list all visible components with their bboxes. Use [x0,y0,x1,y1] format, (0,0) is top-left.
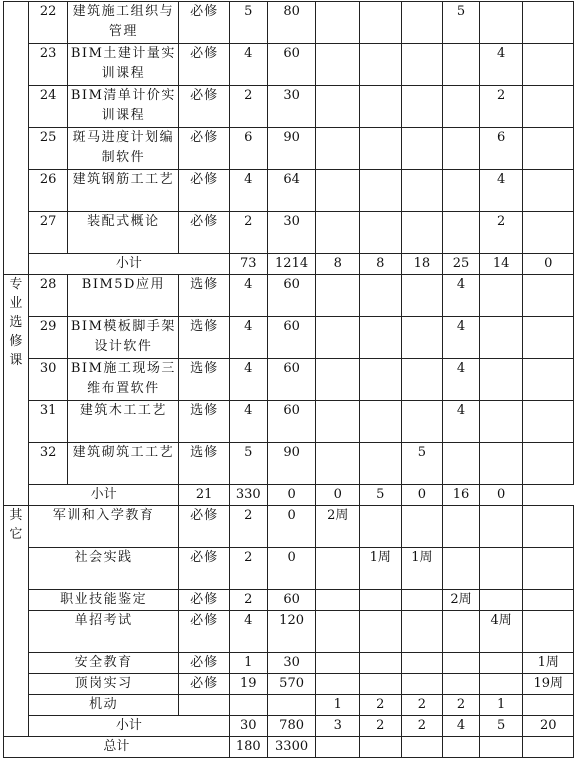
course-row [4,170,574,212]
semester-2 [360,401,402,443]
course-number: 26 [28,170,68,212]
flex-label: 机动 [28,695,179,716]
semester-1 [316,611,360,653]
semester-2 [360,2,402,44]
subtotal-row [4,485,574,506]
semester-3 [401,170,443,212]
course-credits: 4 [229,359,267,401]
course-row [4,401,574,443]
semester-1 [316,275,360,317]
semester-5 [479,359,523,401]
course-type: 选修 [179,275,229,317]
semester-5 [479,590,523,611]
course-hours: 0 [267,506,316,548]
semester-2 [360,611,402,653]
course-row [4,506,574,548]
semester-5: 4 [479,44,523,86]
course-name: 斑马进度计划编制软件 [68,128,179,170]
course-row [4,653,574,674]
semester-2 [360,674,402,695]
course-number: 23 [28,44,68,86]
semester-5 [479,401,523,443]
semester-2 [360,653,402,674]
semester-2: 0 [316,485,360,506]
subtotal-credits: 73 [229,254,267,275]
semester-6 [523,737,574,758]
semester-3 [401,506,443,548]
semester-5 [479,317,523,359]
course-type: 选修 [179,359,229,401]
semester-6 [523,275,574,317]
semester-6: 20 [523,716,574,737]
semester-6 [523,401,574,443]
semester-3 [401,359,443,401]
flex-type [179,695,229,716]
semester-3 [401,611,443,653]
semester-5 [479,737,523,758]
subtotal-hours: 1214 [267,254,316,275]
flex-hours [267,695,316,716]
course-name: BIM土建计量实训课程 [68,44,179,86]
course-number: 32 [28,443,68,485]
semester-1 [316,128,360,170]
semester-2 [360,275,402,317]
semester-4: 25 [443,254,480,275]
semester-5: 2 [479,86,523,128]
semester-6 [523,506,574,548]
semester-4: 4 [443,716,480,737]
semester-4 [443,443,480,485]
curriculum-table [3,1,574,758]
course-row [4,275,574,317]
total-label: 总计 [4,737,230,758]
course-hours: 60 [267,590,316,611]
course-hours: 30 [267,653,316,674]
course-credits: 5 [229,443,267,485]
course-number: 27 [28,212,68,254]
course-row [4,212,574,254]
course-number: 29 [28,317,68,359]
semester-5 [479,275,523,317]
course-number: 22 [28,2,68,44]
semester-6 [523,44,574,86]
semester-5 [479,2,523,44]
course-name: 建筑钢筋工工艺 [68,170,179,212]
semester-4: 2周 [443,590,480,611]
semester-5: 16 [443,485,480,506]
course-type: 必修 [179,590,229,611]
semester-1 [316,548,360,590]
semester-2 [360,44,402,86]
semester-4: 2 [443,695,480,716]
semester-1 [316,212,360,254]
group-label-other: 其它 [4,506,29,737]
semester-4 [443,86,480,128]
semester-1 [316,590,360,611]
course-name: BIM5D应用 [68,275,179,317]
semester-3 [401,674,443,695]
semester-3 [401,212,443,254]
semester-6 [523,443,574,485]
semester-1: 8 [316,254,360,275]
semester-1 [316,2,360,44]
course-row [4,548,574,590]
semester-3 [401,653,443,674]
course-row [4,44,574,86]
semester-2 [360,212,402,254]
course-name: BIM清单计价实训课程 [68,86,179,128]
course-name: BIM模板脚手架设计软件 [68,317,179,359]
semester-4 [443,44,480,86]
semester-1 [316,674,360,695]
semester-4: 5 [443,2,480,44]
semester-5: 5 [479,716,523,737]
course-credits: 4 [229,170,267,212]
semester-2 [360,86,402,128]
course-type: 必修 [179,128,229,170]
semester-6: 0 [523,254,574,275]
course-name: 顶岗实习 [28,674,179,695]
semester-2 [360,737,402,758]
course-credits: 2 [229,590,267,611]
semester-4: 4 [443,275,480,317]
semester-6 [523,359,574,401]
semester-2: 8 [360,254,402,275]
semester-4 [443,737,480,758]
semester-2 [360,170,402,212]
course-type: 必修 [179,2,229,44]
semester-5 [479,443,523,485]
semester-4: 4 [443,359,480,401]
semester-6 [523,611,574,653]
semester-2: 1周 [360,548,402,590]
flex-row [4,695,574,716]
semester-1 [316,737,360,758]
semester-5: 14 [479,254,523,275]
course-name: 职业技能鉴定 [28,590,179,611]
semester-1 [316,443,360,485]
semester-3 [401,86,443,128]
course-credits: 4 [229,317,267,359]
semester-4 [443,548,480,590]
course-number: 28 [28,275,68,317]
semester-1: 3 [316,716,360,737]
semester-3 [401,2,443,44]
course-type: 必修 [179,611,229,653]
course-credits: 2 [229,548,267,590]
course-name: 建筑砌筑工工艺 [68,443,179,485]
semester-5 [479,653,523,674]
semester-4 [443,170,480,212]
total-row [4,737,574,758]
course-name: 社会实践 [28,548,179,590]
subtotal-hours: 330 [229,485,267,506]
course-hours: 60 [267,359,316,401]
course-row [4,611,574,653]
course-hours: 90 [267,128,316,170]
course-credits: 4 [229,611,267,653]
semester-6: 0 [479,485,523,506]
semester-3: 1周 [401,548,443,590]
course-number: 31 [28,401,68,443]
semester-3: 5 [360,485,402,506]
semester-2 [360,443,402,485]
semester-5: 1 [479,695,523,716]
subtotal-credits: 21 [179,485,229,506]
course-row [4,674,574,695]
semester-5 [479,548,523,590]
subtotal-label: 小计 [28,485,179,506]
semester-4 [443,506,480,548]
semester-4: 0 [401,485,443,506]
flex-credits [229,695,267,716]
total-hours: 3300 [267,737,316,758]
semester-3 [401,737,443,758]
course-credits: 2 [229,212,267,254]
course-row [4,128,574,170]
semester-6 [523,170,574,212]
semester-6 [523,695,574,716]
course-name: 建筑施工组织与管理 [68,2,179,44]
course-row [4,590,574,611]
course-number: 24 [28,86,68,128]
semester-2 [360,317,402,359]
course-row [4,443,574,485]
semester-5 [479,506,523,548]
course-credits: 5 [229,2,267,44]
course-hours: 90 [267,443,316,485]
semester-2: 2 [360,695,402,716]
course-type: 必修 [179,674,229,695]
group-label-elective: 专业选修课 [4,275,29,506]
semester-1 [316,401,360,443]
course-type: 必修 [179,653,229,674]
course-type: 必修 [179,548,229,590]
course-type: 必修 [179,44,229,86]
course-type: 选修 [179,317,229,359]
semester-1 [316,653,360,674]
course-row [4,2,574,44]
course-hours: 80 [267,2,316,44]
semester-4 [443,128,480,170]
course-credits: 6 [229,128,267,170]
semester-1: 1 [316,695,360,716]
semester-6 [523,2,574,44]
semester-5: 2 [479,212,523,254]
semester-3: 18 [401,254,443,275]
semester-2: 2 [360,716,402,737]
subtotal-label: 小计 [28,716,229,737]
semester-3: 2 [401,695,443,716]
semester-1: 0 [267,485,316,506]
semester-6: 19周 [523,674,574,695]
semester-3: 2 [401,716,443,737]
course-hours: 120 [267,611,316,653]
course-hours: 0 [267,548,316,590]
semester-2 [360,506,402,548]
semester-5 [479,674,523,695]
course-name: 安全教育 [28,653,179,674]
semester-6 [523,548,574,590]
course-name: 单招考试 [28,611,179,653]
course-number: 25 [28,128,68,170]
course-credits: 19 [229,674,267,695]
subtotal-label: 小计 [28,254,229,275]
course-hours: 30 [267,86,316,128]
course-hours: 570 [267,674,316,695]
semester-4 [443,212,480,254]
semester-2 [360,359,402,401]
course-type: 选修 [179,401,229,443]
course-credits: 4 [229,401,267,443]
course-row [4,86,574,128]
course-hours: 30 [267,212,316,254]
semester-6 [523,317,574,359]
subtotal-credits: 30 [229,716,267,737]
semester-2 [360,590,402,611]
course-name: 装配式概论 [68,212,179,254]
semester-1: 2周 [316,506,360,548]
course-name: BIM施工现场三维布置软件 [68,359,179,401]
semester-5: 4 [479,170,523,212]
semester-6 [523,590,574,611]
semester-5: 6 [479,128,523,170]
group-cell [4,2,29,275]
semester-5: 4周 [479,611,523,653]
course-type: 必修 [179,212,229,254]
course-credits: 4 [229,275,267,317]
semester-3 [401,401,443,443]
subtotal-row [4,716,574,737]
course-name: 建筑木工工艺 [68,401,179,443]
semester-4 [443,653,480,674]
semester-3 [401,590,443,611]
course-type: 选修 [179,443,229,485]
semester-4 [443,611,480,653]
course-credits: 2 [229,86,267,128]
semester-6 [523,212,574,254]
semester-3 [401,128,443,170]
course-credits: 1 [229,653,267,674]
semester-3 [401,44,443,86]
total-credits: 180 [229,737,267,758]
semester-3 [401,317,443,359]
course-type: 必修 [179,86,229,128]
semester-6: 1周 [523,653,574,674]
semester-1 [316,317,360,359]
course-hours: 60 [267,275,316,317]
course-hours: 60 [267,401,316,443]
semester-1 [316,170,360,212]
course-row [4,317,574,359]
course-hours: 60 [267,317,316,359]
course-row [4,359,574,401]
course-hours: 64 [267,170,316,212]
subtotal-row [4,254,574,275]
course-hours: 60 [267,44,316,86]
semester-6 [523,86,574,128]
course-type: 必修 [179,506,229,548]
semester-2 [360,128,402,170]
semester-4: 4 [443,317,480,359]
semester-4 [443,674,480,695]
semester-1 [316,86,360,128]
course-number: 30 [28,359,68,401]
semester-1 [316,359,360,401]
semester-1 [316,44,360,86]
semester-3: 5 [401,443,443,485]
course-credits: 4 [229,44,267,86]
course-name: 军训和入学教育 [28,506,179,548]
semester-3 [401,275,443,317]
course-type: 必修 [179,170,229,212]
semester-6 [523,128,574,170]
subtotal-hours: 780 [267,716,316,737]
semester-4: 4 [443,401,480,443]
course-credits: 2 [229,506,267,548]
